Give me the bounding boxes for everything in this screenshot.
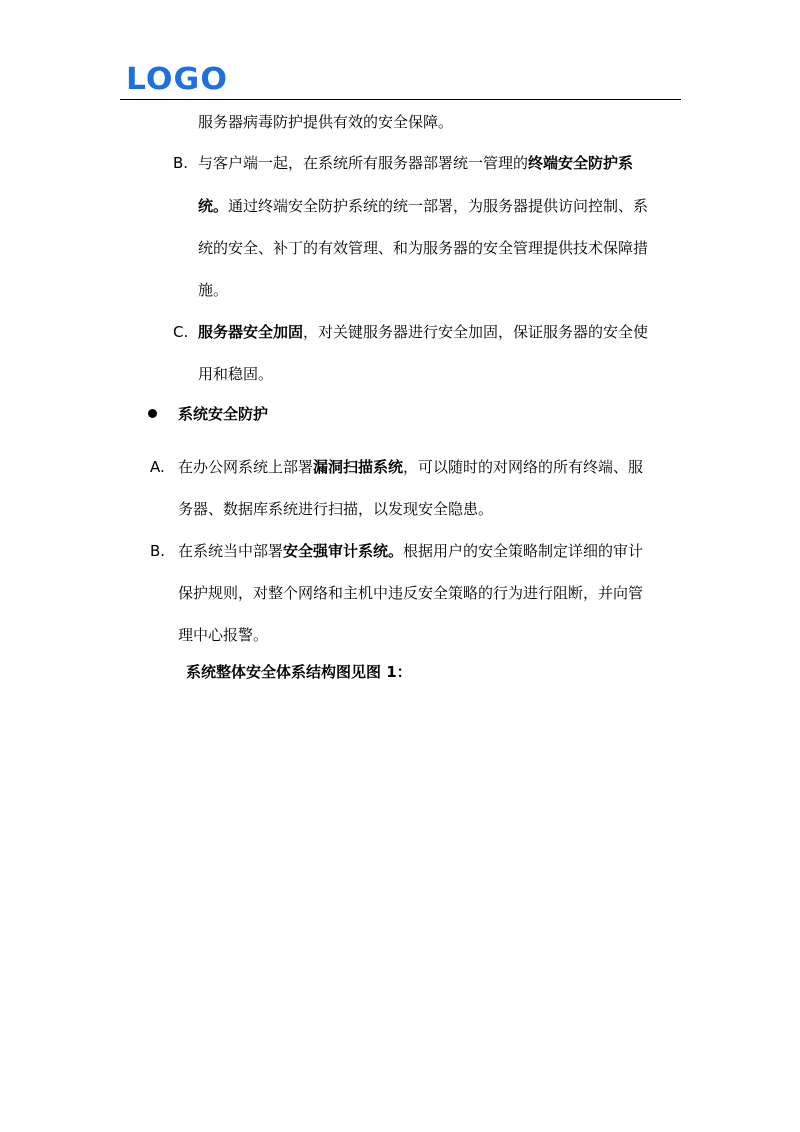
logo-text: LOGO (126, 62, 228, 94)
paragraph-line (198, 153, 633, 173)
text-run: 在系统当中部署 (178, 542, 284, 560)
text-run: 务器、数据库系统进行扫描，以发现安全隐患。 (178, 500, 494, 518)
text-run: 通过终端安全防护系统的统一部署，为服务器提供访问控制、系 (228, 197, 649, 215)
text-run: 理中心报警。 (178, 626, 269, 644)
text-run: 与客户端一起，在系统所有服务器部署统一管理的 (198, 154, 529, 172)
section-heading (178, 404, 268, 424)
text-run: 保护规则，对整个网络和主机中违反安全策略的行为进行阻断，并向管 (178, 584, 644, 602)
list-marker: B. (150, 542, 166, 560)
paragraph-line (198, 196, 648, 216)
bold-term: 漏洞扫描系统 (313, 458, 404, 476)
paragraph-line (198, 112, 453, 132)
paragraph-line (198, 364, 273, 384)
paragraph-line (198, 322, 648, 342)
figure-caption (186, 662, 412, 682)
paragraph-line (178, 541, 643, 561)
header-divider (120, 99, 681, 100)
list-marker: B. (173, 154, 189, 172)
bold-term: 终端安全防护系 (528, 154, 634, 172)
text-run: 在办公网系统上部署 (178, 458, 314, 476)
paragraph-line (198, 238, 648, 258)
bullet-icon (148, 409, 157, 418)
text-run: ，可以随时的对网络的所有终端、服 (403, 458, 644, 476)
text-run: 根据用户的安全策略制定详细的审计 (403, 542, 644, 560)
paragraph-line (178, 583, 643, 603)
text-run: 用和稳固。 (198, 365, 274, 383)
text-run: ，对关键服务器进行安全加固，保证服务器的安全使 (303, 323, 649, 341)
paragraph-line (198, 280, 228, 300)
bold-term: 安全强审计系统。 (283, 542, 404, 560)
logo (126, 62, 230, 94)
list-marker: A. (150, 458, 165, 476)
text-run: 服务器病毒防护提供有效的安全保障。 (198, 113, 454, 131)
paragraph-line (178, 499, 493, 519)
text-run: 施。 (198, 281, 229, 299)
paragraph-line (178, 625, 268, 645)
paragraph-line (178, 457, 643, 477)
bold-term: 服务器安全加固 (198, 323, 304, 341)
caption-text: 系统整体安全体系结构图见图 1： (186, 663, 412, 681)
bold-term: 统。 (198, 197, 229, 215)
text-run: 统的安全、补丁的有效管理、和为服务器的安全管理提供技术保障措 (198, 239, 649, 257)
list-marker: C. (173, 323, 189, 341)
section-title: 系统安全防护 (178, 405, 269, 423)
